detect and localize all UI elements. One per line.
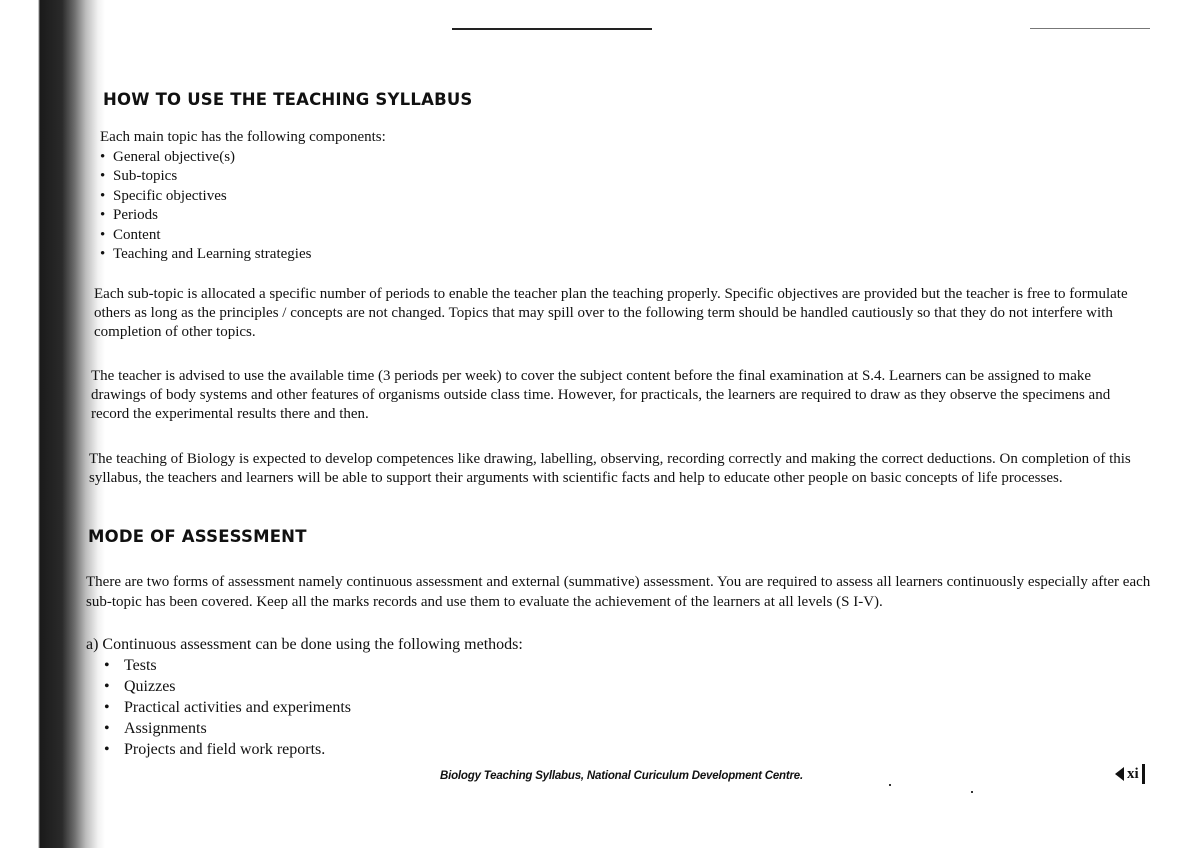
footer-credit: Biology Teaching Syllabus, National Curiculum Development Centre. xyxy=(440,770,803,782)
list-item: • Quizzes xyxy=(104,676,786,697)
components-intro: Each main topic has the following components: xyxy=(100,129,386,145)
methods-list xyxy=(86,655,786,760)
list-item: • Projects and field work reports. xyxy=(104,739,786,760)
section-heading-how-to-use: HOW TO USE THE TEACHING SYLLABUS xyxy=(103,90,473,109)
paragraph-periods: Each sub-topic is allocated a specific number of periods to enable the teacher plan the teaching properly. Specific objectives are provided but the teacher is free to formulate others as long as the principles / concepts are not changed. Topics that may spill over to the following term should be handled cautiously so that they do not interfere with completion of other topics. xyxy=(94,286,1128,340)
page-number xyxy=(1115,764,1145,784)
list-item: • Periods xyxy=(100,206,600,226)
list-item: • Tests xyxy=(104,655,786,676)
top-rule-right xyxy=(1030,28,1150,29)
list-item: • Assignments xyxy=(104,718,786,739)
list-item: • Teaching and Learning strategies xyxy=(100,245,600,265)
scan-speck xyxy=(889,784,891,786)
scan-speck xyxy=(971,791,973,793)
top-rule-left xyxy=(452,28,652,30)
components-block xyxy=(100,128,600,265)
paragraph-time: The teacher is advised to use the available time (3 periods per week) to cover the subject content before the final examination at S.4. Learners can be assigned to make drawings of body systems and other features of organisms outside class time. However, for practicals, the learners are required to draw as they observe the specimens and record the experimental results there and then. xyxy=(91,368,1111,422)
section-heading-assessment: MODE OF ASSESSMENT xyxy=(88,527,307,546)
components-list xyxy=(100,148,600,265)
list-item: • Specific objectives xyxy=(100,187,600,207)
page-number-label: xi xyxy=(1127,765,1139,782)
list-item: • Sub-topics xyxy=(100,167,600,187)
list-item: • General objective(s) xyxy=(100,148,600,168)
paragraph-competences: The teaching of Biology is expected to develop competences like drawing, labelling, observing, recording correctly and making the correct deductions. On completion of this syllabus, the teachers and learners will be able to support their arguments with scientific facts and help to educate other people on basic concepts of life processes. xyxy=(89,451,1131,486)
paragraph-assessment: There are two forms of assessment namely continuous assessment and external (summative) assessment. You are required to assess all learners continuously especially after each sub-topic has been covered. Keep all the marks records and use them to evaluate the achievement of the learners at all levels (S I-V). xyxy=(86,574,1151,610)
page-marker-left-icon xyxy=(1115,767,1124,781)
list-item: • Practical activities and experiments xyxy=(104,697,786,718)
continuous-assessment-block xyxy=(86,634,786,760)
list-item: • Content xyxy=(100,226,600,246)
continuous-assessment-intro: a) Continuous assessment can be done using the following methods: xyxy=(86,636,523,653)
page-marker-right-icon xyxy=(1142,764,1145,784)
